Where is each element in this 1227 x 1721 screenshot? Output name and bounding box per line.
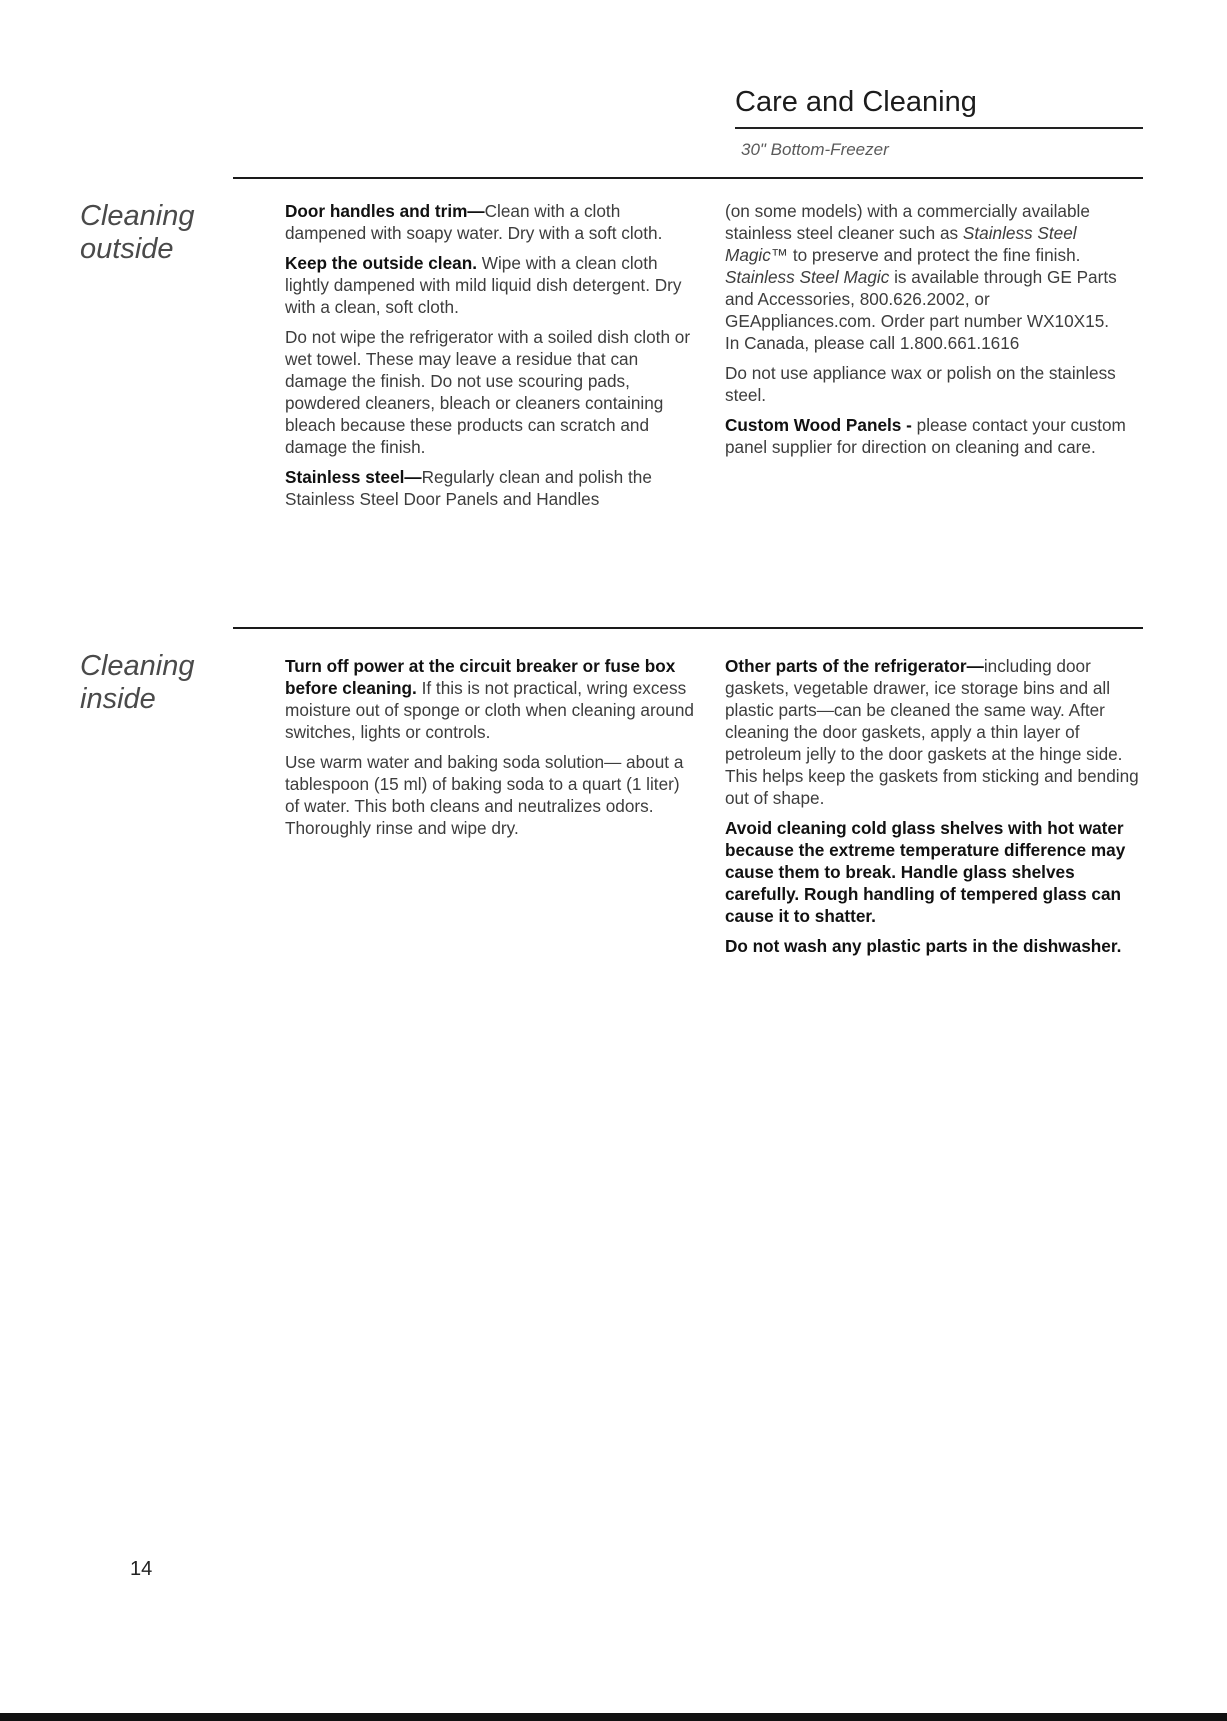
canada-phone-line: In Canada, please call 1.800.661.1616 — [725, 333, 1020, 353]
product-name-1: Stainless Steel Magic™ — [725, 223, 1077, 265]
no-wax-paragraph: Do not use appliance wax or polish on the stainless steel. — [725, 363, 1116, 405]
bottom-edge-bar — [0, 1713, 1227, 1721]
inside-right-column — [725, 655, 1143, 965]
wood-panels-text: please contact your custom panel supplier for direction on cleaning and care. — [725, 415, 1126, 457]
door-handles-lead: Door handles and trim— — [285, 201, 485, 221]
product-name-2: Stainless Steel Magic — [725, 267, 890, 287]
stainless-lead: Stainless steel— — [285, 467, 422, 487]
glass-shelves-warning: Avoid cleaning cold glass shelves with hot water because the extreme temperature difference may cause them to break. Handle glass shelves carefully. Rough handling of tempered glass can cause it to shatter. — [725, 818, 1126, 926]
section-title-outside-line1: Cleaning — [80, 200, 195, 232]
turn-off-power-paragraph — [285, 655, 695, 743]
wood-panels-paragraph — [725, 414, 1143, 458]
door-handles-text: Clean with a cloth dampened with soapy water. Dry with a soft cloth. — [285, 201, 663, 243]
wood-panels-lead: Custom Wood Panels - — [725, 415, 912, 435]
other-parts-paragraph — [725, 655, 1143, 809]
other-parts-text: including door gaskets, vegetable drawer, ice storage bins and all plastic parts—can be cleaned the same way. After cleaning the door gaskets, apply a thin layer of petroleum jelly to the door gaskets at the hinge side. This helps keep the gaskets from sticking and bending out of shape. — [725, 656, 1139, 808]
keep-clean-lead: Keep the outside clean. — [285, 253, 477, 273]
section-title-outside-line2: outside — [80, 233, 174, 265]
page-subtitle: 30" Bottom-Freezer — [741, 140, 889, 159]
turn-off-power-lead: Turn off power at the circuit breaker or fuse box before cleaning. — [285, 656, 676, 698]
turn-off-power-text: If this is not practical, wring excess moisture out of sponge or cloth when cleaning around switches, lights or controls. — [285, 678, 694, 742]
cleaner-text-e: is available through GE Parts and Accessories, 800.626.2002, or GEAppliances.com. Order part number WX10X15. — [725, 267, 1117, 331]
stainless-cleaner-paragraph — [725, 200, 1143, 332]
page-number: 14 — [130, 1558, 153, 1580]
inside-left-column — [285, 655, 695, 847]
section-title-inside — [80, 650, 194, 716]
page-title: Care and Cleaning — [735, 86, 977, 118]
section-title-inside-line1: Cleaning — [80, 650, 195, 682]
do-not-wipe-paragraph: Do not wipe the refrigerator with a soiled dish cloth or wet towel. These may leave a residue that can damage the finish. Do not use scouring pads, powdered cleaners, bleach or cleaners containing bleach because these products can scratch and damage the finish. — [285, 327, 691, 457]
dishwasher-warning: Do not wash any plastic parts in the dishwasher. — [725, 936, 1122, 956]
section-title-inside-line2: inside — [80, 683, 156, 715]
keep-clean-text: Wipe with a clean cloth lightly dampened with mild liquid dish detergent. Dry with a clean, soft cloth. — [285, 253, 682, 317]
baking-soda-paragraph: Use warm water and baking soda solution— about a tablespoon (15 ml) of baking soda to a quart (1 liter) of water. This both cleans and neutralizes odors. Thoroughly rinse and wipe dry. — [285, 752, 684, 838]
header-rule — [735, 127, 1143, 129]
door-handles-paragraph — [285, 200, 695, 244]
section-rule-inside — [233, 627, 1143, 629]
stainless-paragraph — [285, 466, 695, 510]
cleaner-text-c: to preserve and protect the fine finish. — [788, 245, 1081, 265]
outside-left-column — [285, 200, 695, 518]
cleaner-text-a: (on some models) with a commercially available stainless steel cleaner such as — [725, 201, 1090, 243]
keep-clean-paragraph — [285, 252, 695, 318]
section-title-outside — [80, 200, 194, 266]
stainless-text: Regularly clean and polish the Stainless Steel Door Panels and Handles — [285, 467, 652, 509]
other-parts-lead: Other parts of the refrigerator— — [725, 656, 984, 676]
outside-right-column — [725, 200, 1143, 466]
section-rule-outside — [233, 177, 1143, 179]
